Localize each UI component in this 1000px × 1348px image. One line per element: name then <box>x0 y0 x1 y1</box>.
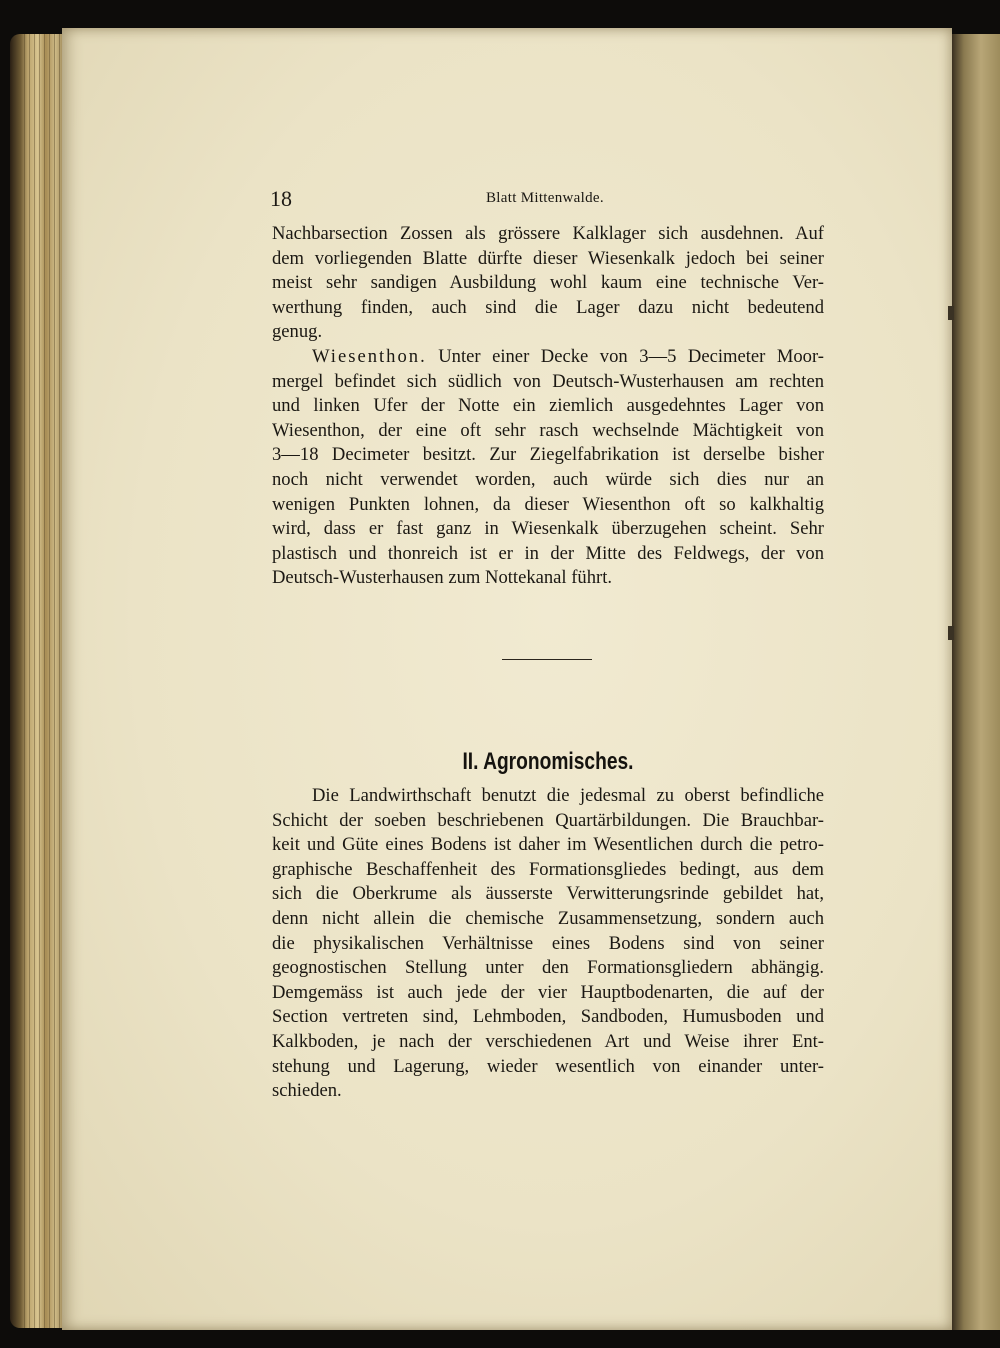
margin-mark <box>948 626 954 640</box>
adjacent-page-edge <box>952 34 1000 1330</box>
text-line: schieden. <box>272 1080 342 1102</box>
page-edge-texture <box>24 34 64 1328</box>
text-line: werthung finden, auch sind die Lager dazu nicht bedeutend <box>272 296 824 318</box>
text-line: mergel befindet sich südlich von Deutsch-Wusterhausen am rechten <box>272 370 824 392</box>
paragraph-wiesenkalk <box>272 222 824 591</box>
text-line: sich die Oberkrume als äusserste Verwitterungsrinde gebildet hat, <box>272 883 824 905</box>
text-line: Demgemäss ist auch jede der vier Hauptbodenarten, die auf der <box>272 981 824 1003</box>
text-line: wenigen Punkten lohnen, da dieser Wiesenthon oft so kalkhaltig <box>272 493 824 515</box>
text-line: 3—18 Decimeter besitzt. Zur Ziegelfabrikation ist derselbe bisher <box>272 444 824 466</box>
section-divider <box>502 659 592 660</box>
text-line: genug. <box>272 321 323 343</box>
section-term: Wiesenthon. <box>312 345 427 367</box>
text-line-wiesenthon-start <box>272 345 824 370</box>
text-line: Schicht der soeben beschriebenen Quartärbildungen. Die Brauchbar- <box>272 809 824 831</box>
text-line: wird, dass er fast ganz in Wiesenkalk überzugehen scheint. Sehr <box>272 518 824 540</box>
text-line: denn nicht allein die chemische Zusammensetzung, sondern auch <box>272 907 824 929</box>
text-span: Unter einer Decke von 3—5 Decimeter Moor- <box>426 345 824 367</box>
text-line: Kalkboden, je nach der verschiedenen Art und Weise ihrer Ent- <box>272 1030 824 1052</box>
text-line: die physikalischen Verhältnisse eines Bodens sind von seiner <box>272 932 824 954</box>
text-line: Deutsch-Wusterhausen zum Nottekanal führt. <box>272 567 613 589</box>
text-line: und linken Ufer der Notte ein ziemlich ausgedehntes Lager von <box>272 395 824 417</box>
paragraph-agronomisches <box>272 784 824 1104</box>
text-line: Wiesenthon, der eine oft sehr rasch wechselnde Mächtigkeit von <box>272 419 824 441</box>
text-line: plastisch und thonreich ist er in der Mitte des Feldwegs, der von <box>272 542 824 564</box>
text-line: stehung und Lagerung, wieder wesentlich von einander unter- <box>272 1055 824 1077</box>
section-heading: II. Agronomisches. <box>462 748 634 775</box>
text-line: graphische Beschaffenheit des Formationsgliedes bedingt, aus dem <box>272 858 824 880</box>
text-line: meist sehr sandigen Ausbildung wohl kaum eine technische Ver- <box>272 272 824 294</box>
margin-mark <box>948 306 954 320</box>
text-line: keit und Güte eines Bodens ist daher im Wesentlichen durch die petro- <box>272 834 824 856</box>
text-line: noch nicht verwendet worden, auch würde sich dies nur an <box>272 468 824 490</box>
text-line: Nachbarsection Zossen als grössere Kalklager sich ausdehnen. Auf <box>272 223 824 244</box>
text-line: Section vertreten sind, Lehmboden, Sandboden, Humusboden und <box>272 1006 824 1028</box>
page-number: 18 <box>270 186 292 211</box>
text-line: dem vorliegenden Blatte dürfte dieser Wiesenkalk jedoch bei seiner <box>272 247 824 269</box>
page-header <box>270 186 830 220</box>
text-line: geognostischen Stellung unter den Formationsgliedern abhängig. <box>272 957 824 979</box>
text-line: Die Landwirthschaft benutzt die jedesmal zu oberst befindliche <box>312 785 824 806</box>
running-title: Blatt Mittenwalde. <box>486 190 604 206</box>
